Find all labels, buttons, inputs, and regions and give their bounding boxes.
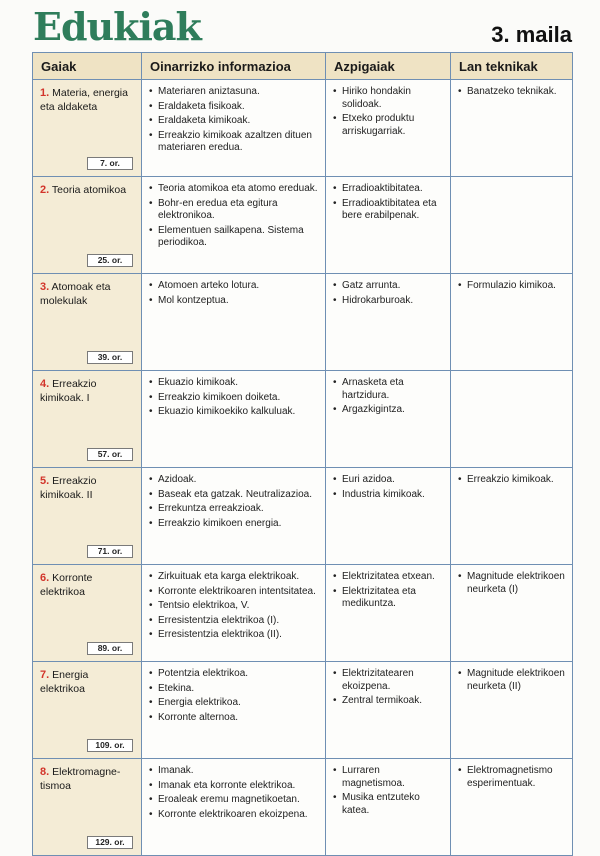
- list-item: • Elementuen sailkapena. Sistema periodikoa.: [158, 225, 319, 250]
- list-item: • Elektrizitatea eta medikuntza.: [342, 586, 444, 611]
- column-header-work-techniques: Lan teknikak: [451, 53, 573, 80]
- basic-info-cell: [142, 274, 326, 371]
- topic-name: Elektromagne-tismoa: [40, 766, 121, 792]
- basic-info-cell: [142, 177, 326, 274]
- work-techniques-cell: [451, 274, 573, 371]
- list-item: • Erreakzio kimikoen doiketa.: [158, 392, 319, 405]
- list-item: • Zentral termikoak.: [342, 695, 444, 708]
- topic-number: 6.: [40, 572, 50, 584]
- work-techniques-cell: [451, 371, 573, 468]
- topic-name: Energia elektrikoa: [40, 669, 89, 695]
- topic-name: Materia, energia eta aldaketa: [40, 87, 128, 113]
- page-title: Edukiak: [33, 4, 201, 49]
- topic-number: 5.: [40, 475, 50, 487]
- basic-info-list: [148, 474, 319, 530]
- subtopics-list: [332, 474, 444, 501]
- list-item: • Elektromagnetismo esperimentuak.: [467, 765, 566, 790]
- table-row: [33, 759, 573, 856]
- grade-level: 3. maila: [491, 22, 572, 47]
- list-item: • Tentsio elektrikoa, V.: [158, 600, 319, 613]
- header-row: [33, 53, 573, 80]
- list-item: • Musika entzuteko katea.: [342, 792, 444, 817]
- basic-info-list: [148, 377, 319, 419]
- page-reference: 71. or.: [87, 545, 133, 558]
- basic-info-cell: [142, 371, 326, 468]
- column-header-topics: Gaiak: [33, 53, 142, 80]
- topic-title: [40, 183, 136, 197]
- list-item: • Arnasketa eta hartzidura.: [342, 377, 444, 402]
- basic-info-list: [148, 86, 319, 155]
- topic-name: Erreakzio kimikoak. II: [40, 475, 97, 501]
- list-item: • Lurraren magnetismoa.: [342, 765, 444, 790]
- table-row: [33, 662, 573, 759]
- topic-title: [40, 474, 136, 502]
- topic-number: 4.: [40, 378, 50, 390]
- work-techniques-cell: [451, 177, 573, 274]
- list-item: • Zirkuituak eta karga elektrikoak.: [158, 571, 319, 584]
- subtopics-list: [332, 183, 444, 223]
- topic-title: [40, 571, 136, 599]
- table-row: [33, 565, 573, 662]
- list-item: • Banatzeko teknikak.: [467, 86, 566, 99]
- table-row: [33, 468, 573, 565]
- work-techniques-cell: [451, 662, 573, 759]
- topic-title: [40, 86, 136, 114]
- work-techniques-list: [457, 474, 566, 487]
- list-item: • Teoria atomikoa eta atomo ereduak.: [158, 183, 319, 196]
- table-row: [33, 371, 573, 468]
- topic-title: [40, 280, 136, 308]
- column-header-basic-info: Oinarrizko informazioa: [142, 53, 326, 80]
- list-item: • Hiriko hondakin solidoak.: [342, 86, 444, 111]
- list-item: • Erreakzio kimikoen energia.: [158, 518, 319, 531]
- list-item: • Etekina.: [158, 683, 319, 696]
- list-item: • Argazkigintza.: [342, 404, 444, 417]
- basic-info-cell: [142, 468, 326, 565]
- table-row: [33, 80, 573, 177]
- page-reference: 7. or.: [87, 157, 133, 170]
- topic-name: Atomoak eta molekulak: [40, 281, 111, 307]
- topic-title: [40, 377, 136, 405]
- list-item: • Erresistentzia elektrikoa (II).: [158, 629, 319, 642]
- list-item: • Potentzia elektrikoa.: [158, 668, 319, 681]
- table-row: [33, 274, 573, 371]
- page-reference: 39. or.: [87, 351, 133, 364]
- page-reference: 109. or.: [87, 739, 133, 752]
- list-item: • Erreakzio kimikoak.: [467, 474, 566, 487]
- subtopics-list: [332, 571, 444, 611]
- topic-number: 2.: [40, 184, 50, 196]
- list-item: • Atomoen arteko lotura.: [158, 280, 319, 293]
- list-item: • Imanak eta korronte elektrikoa.: [158, 780, 319, 793]
- topic-number: 1.: [40, 87, 50, 99]
- basic-info-cell: [142, 80, 326, 177]
- topic-name: Teoria atomikoa: [51, 184, 127, 196]
- topic-cell: [33, 662, 142, 759]
- basic-info-cell: [142, 662, 326, 759]
- basic-info-list: [148, 280, 319, 307]
- subtopics-cell: [326, 80, 451, 177]
- list-item: • Eraldaketa fisikoak.: [158, 101, 319, 114]
- page-reference: 129. or.: [87, 836, 133, 849]
- list-item: • Erreakzio kimikoak azaltzen dituen materiaren eredua.: [158, 130, 319, 155]
- subtopics-cell: [326, 371, 451, 468]
- table-row: [33, 177, 573, 274]
- work-techniques-list: [457, 571, 566, 596]
- list-item: • Materiaren aniztasuna.: [158, 86, 319, 99]
- subtopics-cell: [326, 662, 451, 759]
- list-item: • Azidoak.: [158, 474, 319, 487]
- basic-info-list: [148, 765, 319, 821]
- subtopics-list: [332, 377, 444, 417]
- list-item: • Industria kimikoak.: [342, 489, 444, 502]
- subtopics-list: [332, 765, 444, 817]
- topic-title: [40, 765, 136, 793]
- page-reference: 89. or.: [87, 642, 133, 655]
- list-item: • Etxeko produktu arriskugarriak.: [342, 113, 444, 138]
- list-item: • Elektrizitatea etxean.: [342, 571, 444, 584]
- page-reference: 57. or.: [87, 448, 133, 461]
- list-item: • Magnitude elektrikoen neurketa (II): [467, 668, 566, 693]
- basic-info-list: [148, 571, 319, 642]
- subtopics-cell: [326, 177, 451, 274]
- subtopics-cell: [326, 274, 451, 371]
- topic-cell: [33, 759, 142, 856]
- list-item: • Energia elektrikoa.: [158, 697, 319, 710]
- page-reference: 25. or.: [87, 254, 133, 267]
- list-item: • Bohr-en eredua eta egitura elektronikoa.: [158, 198, 319, 223]
- work-techniques-list: [457, 280, 566, 293]
- list-item: • Euri azidoa.: [342, 474, 444, 487]
- topic-number: 8.: [40, 766, 50, 778]
- subtopics-list: [332, 280, 444, 307]
- list-item: • Korronte elektrikoaren ekoizpena.: [158, 809, 319, 822]
- list-item: • Hidrokarburoak.: [342, 295, 444, 308]
- work-techniques-cell: [451, 759, 573, 856]
- basic-info-list: [148, 668, 319, 724]
- topic-cell: [33, 371, 142, 468]
- work-techniques-cell: [451, 565, 573, 662]
- topic-cell: [33, 177, 142, 274]
- topic-title: [40, 668, 136, 696]
- list-item: • Eroaleak eremu magnetikoetan.: [158, 794, 319, 807]
- list-item: • Gatz arrunta.: [342, 280, 444, 293]
- basic-info-cell: [142, 565, 326, 662]
- topic-cell: [33, 274, 142, 371]
- topic-cell: [33, 468, 142, 565]
- list-item: • Eraldaketa kimikoak.: [158, 115, 319, 128]
- list-item: • Imanak.: [158, 765, 319, 778]
- work-techniques-list: [457, 765, 566, 790]
- list-item: • Errekuntza erreakzioak.: [158, 503, 319, 516]
- topic-number: 7.: [40, 669, 50, 681]
- list-item: • Magnitude elektrikoen neurketa (I): [467, 571, 566, 596]
- topic-number: 3.: [40, 281, 50, 293]
- subtopics-cell: [326, 565, 451, 662]
- basic-info-list: [148, 183, 319, 250]
- subtopics-list: [332, 86, 444, 138]
- list-item: • Ekuazio kimikoekiko kalkuluak.: [158, 406, 319, 419]
- basic-info-cell: [142, 759, 326, 856]
- list-item: • Elektrizitatearen ekoizpena.: [342, 668, 444, 693]
- topic-cell: [33, 80, 142, 177]
- subtopics-cell: [326, 759, 451, 856]
- work-techniques-cell: [451, 80, 573, 177]
- list-item: • Erradioaktibitatea eta bere erabilpenak.: [342, 198, 444, 223]
- list-item: • Mol kontzeptua.: [158, 295, 319, 308]
- topic-cell: [33, 565, 142, 662]
- work-techniques-list: [457, 86, 566, 99]
- list-item: • Korronte alternoa.: [158, 712, 319, 725]
- work-techniques-list: [457, 668, 566, 693]
- list-item: • Erresistentzia elektrikoa (I).: [158, 615, 319, 628]
- column-header-subtopics: Azpigaiak: [326, 53, 451, 80]
- list-item: • Ekuazio kimikoak.: [158, 377, 319, 390]
- contents-table: [32, 52, 573, 856]
- list-item: • Baseak eta gatzak. Neutralizazioa.: [158, 489, 319, 502]
- subtopics-list: [332, 668, 444, 708]
- list-item: • Korronte elektrikoaren intentsitatea.: [158, 586, 319, 599]
- subtopics-cell: [326, 468, 451, 565]
- work-techniques-cell: [451, 468, 573, 565]
- topic-name: Korronte elektrikoa: [40, 572, 93, 598]
- list-item: • Formulazio kimikoa.: [467, 280, 566, 293]
- topic-name: Erreakzio kimikoak. I: [40, 378, 97, 404]
- list-item: • Erradioaktibitatea.: [342, 183, 444, 196]
